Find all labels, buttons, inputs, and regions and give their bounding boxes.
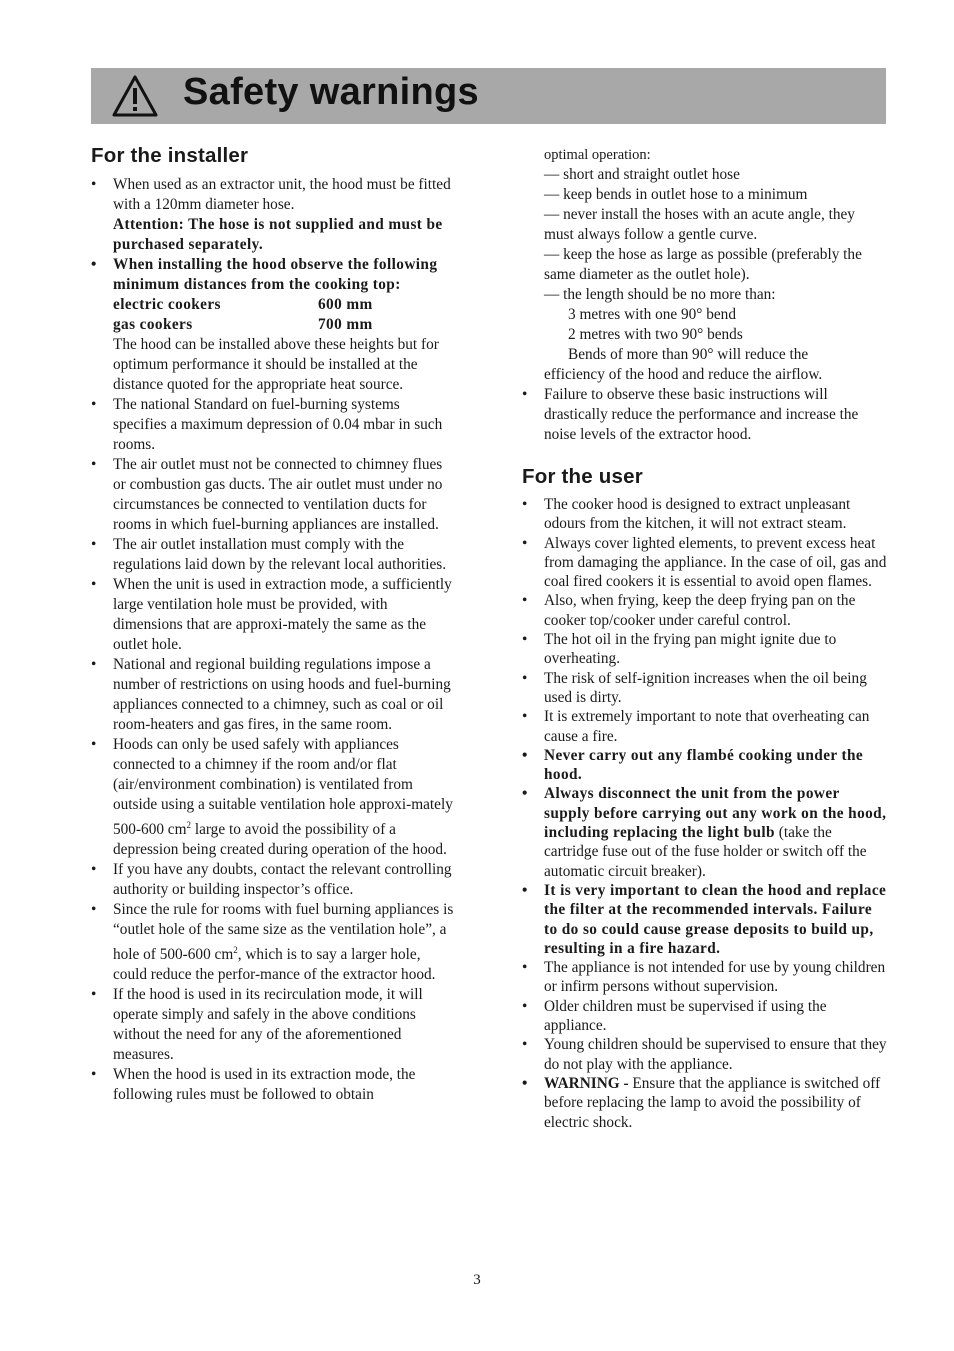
rule-subitem: efficiency of the hood and reduce the airflow.	[544, 366, 823, 383]
list-item: • Never carry out any flambé cooking under the hood.	[522, 746, 864, 784]
list-item: • If the hood is used in its recirculation mode, it will operate simply and safely in the above conditions without the need for any of the aforementioned measures.	[91, 986, 423, 1064]
list-item: • Older children must be supervised if using the appliance.	[522, 997, 827, 1035]
installer-heading: For the installer	[91, 144, 249, 167]
warning-triangle-icon	[111, 74, 159, 118]
list-item: • WARNING - Ensure that the appliance is switched off before replacing the lamp to avoid the possibility of electric shock.	[522, 1074, 881, 1131]
list-item: • The air outlet installation must comply with the regulations laid down by the relevant local authorities.	[91, 536, 447, 573]
list-item: • When the unit is used in extraction mode, a sufficiently large ventilation hole must be provided, with dimensions that are approxi-mately the same as the outlet hole.	[91, 576, 452, 653]
list-item: • Young children should be supervised to ensure that they do not play with the appliance.	[522, 1036, 887, 1073]
list-item: • Always disconnect the unit from the power supply before carrying out any work on the hood, including replacing the light bulb (take the cartridge fuse out of the fuse holder or switch off the automatic circuit breaker).	[522, 785, 887, 880]
list-item: • Hoods can only be used safely with appliances connected to a chimney if the room and/or flat (air/environment combination) is ventilated from outside using a suitable ventilation hole approxi-mately 500-600 $cm^2$ large to avoid the possibility of a depression being created during operation of the hood.	[91, 736, 453, 859]
distance-row-gas: gas cookers 700 mm	[113, 316, 373, 333]
user-heading: For the user	[522, 465, 643, 488]
list-item: • When installing the hood observe the following minimum distances from the cooking top: electric cookers 600 mm gas cookers 700 mm The hood can be installed above these heights but for optimum performance it should be installed at the distance quoted for the appropriate heat source.	[91, 255, 457, 395]
rule-subitem: 3 metres with one 90° bend	[568, 306, 736, 323]
installer-column	[91, 140, 457, 1105]
list-item: • If you have any doubts, contact the relevant controlling authority or building inspector’s office.	[91, 861, 452, 899]
page-number: 3	[473, 1272, 481, 1288]
rule-subitem: Bends of more than 90° will reduce the	[568, 346, 809, 363]
list-item: • It is very important to clean the hood and replace the filter at the recommended intervals. Failure to do so could cause grease deposits to build up, resulting in a fire hazard.	[522, 881, 887, 957]
user-list	[522, 495, 888, 1132]
list-item: • Also, when frying, keep the deep frying pan on the cooker top/cooker under careful control.	[522, 592, 856, 629]
list-item: • Since the rule for rooms with fuel burning appliances is “outlet hole of the same size as the ventilation hole”, a hole of 500-600 $cm^2$, which is to say a larger hole, could reduce the perfor-mance of the extractor hood.	[91, 901, 454, 984]
distance-row-electric: electric cookers 600 mm	[113, 296, 373, 313]
right-column	[522, 145, 888, 1132]
list-item: • It is extremely important to note that overheating can cause a fire.	[522, 708, 870, 745]
continued-text: optimal operation:	[544, 147, 651, 163]
list-item: • The hot oil in the frying pan might ignite due to overheating.	[522, 631, 837, 668]
list-item: • Always cover lighted elements, to prevent excess heat from damaging the appliance. In the case of oil, gas and coal fired cookers it is essential to avoid open flames.	[522, 534, 887, 591]
list-item: • National and regional building regulations impose a number of restrictions on using hoods and fuel-burning appliances connected to a chimney, such as coal or oil room-heaters and gas fires, in the same room.	[91, 656, 451, 733]
list-item: • The national Standard on fuel-burning systems specifies a maximum depression of 0.04 mbar in such rooms.	[91, 396, 443, 453]
rule-subitem: 2 metres with two 90° bends	[568, 326, 743, 343]
rule-item: — never install the hoses with an acute angle, they must always follow a gentle curve.	[544, 206, 855, 243]
rule-item: — keep the hose as large as possible (preferably the same diameter as the outlet hole).	[544, 246, 862, 283]
installer-list	[91, 175, 457, 1105]
title-banner	[91, 68, 886, 124]
page-title: Safety warnings	[183, 71, 479, 113]
list-item: • The cooker hood is designed to extract unpleasant odours from the kitchen, it will not extract steam.	[522, 496, 851, 533]
rule-item: — the length should be no more than:	[544, 286, 776, 303]
rule-item: — keep bends in outlet hose to a minimum	[544, 186, 808, 203]
list-item: • Failure to observe these basic instructions will drastically reduce the performance and increase the noise levels of the extractor hood.	[522, 386, 859, 443]
rule-item: — short and straight outlet hose	[544, 166, 740, 183]
list-item: • The risk of self-ignition increases when the oil being used is dirty.	[522, 669, 867, 706]
list-item: • When the hood is used in its extraction mode, the following rules must be followed to obtain	[91, 1066, 416, 1104]
list-item: • When used as an extractor unit, the hood must be fitted with a 120mm diameter hose. Attention: The hose is not supplied and must be purchased separately.	[91, 176, 451, 253]
list-item: • The air outlet must not be connected to chimney flues or combustion gas ducts. The air outlet must under no circumstances be connected to ventilation ducts for rooms in which fuel-burning appliances are installed.	[91, 456, 443, 533]
list-item: • The appliance is not intended for use by young children or infirm persons without supervision.	[522, 959, 886, 996]
